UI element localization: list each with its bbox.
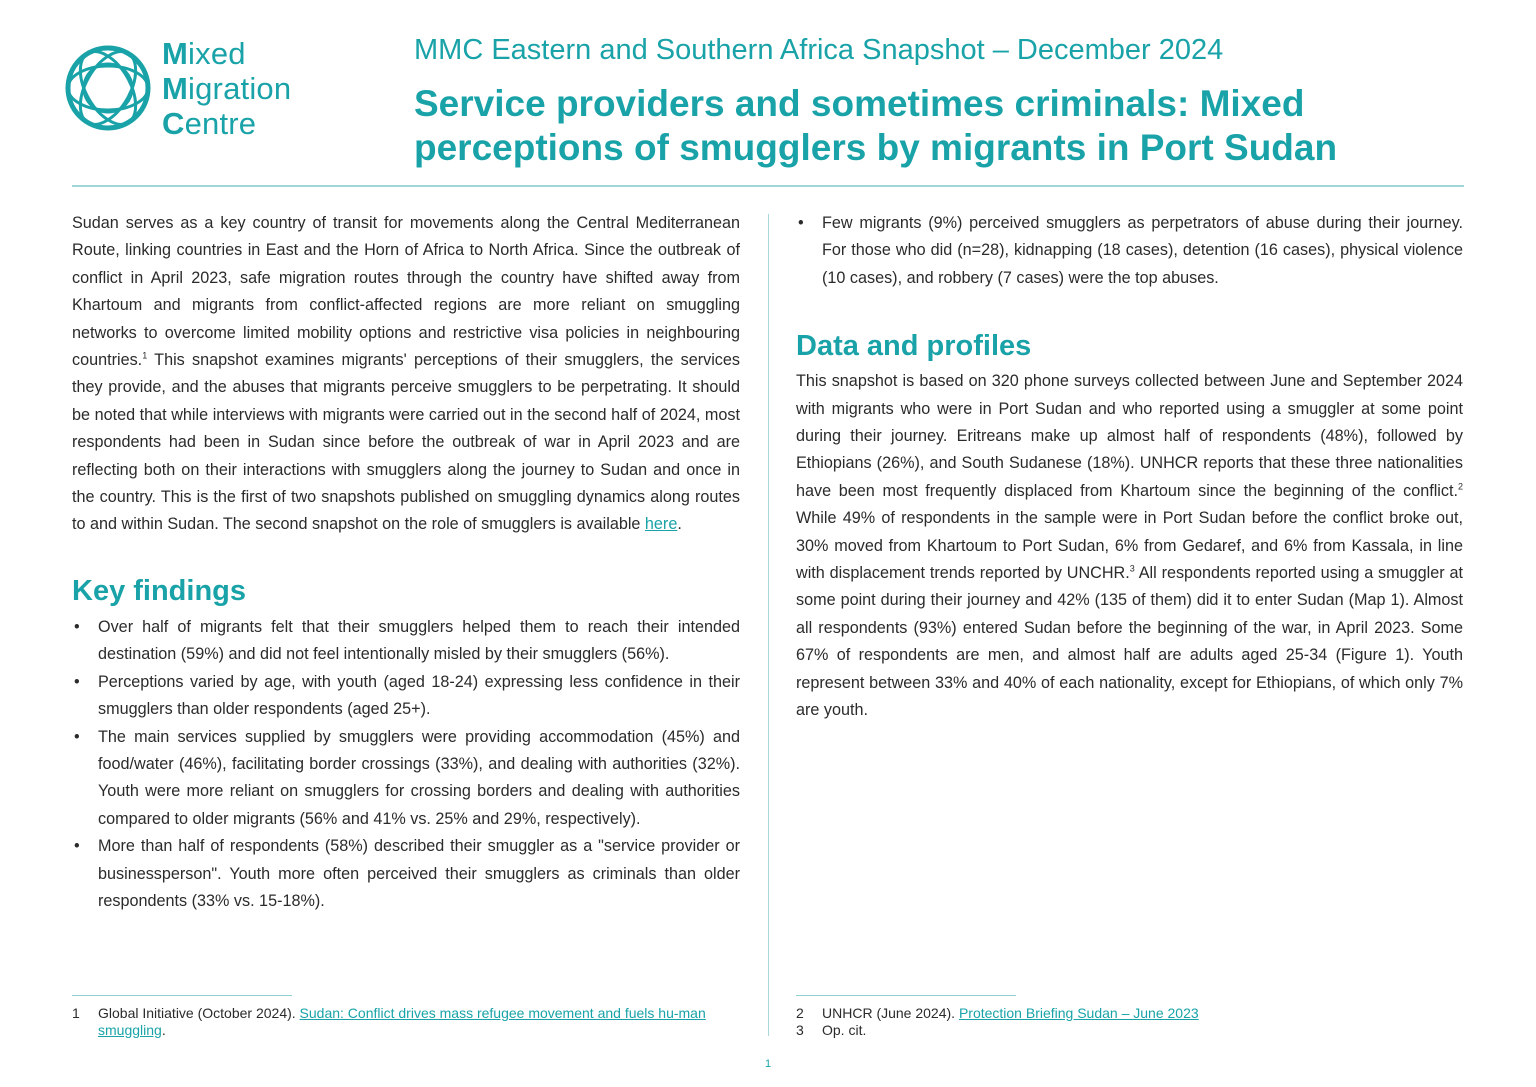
key-finding-item: • Over half of migrants felt that their smugglers helped them to reach their intended destination (59%) and did not feel intentionally misled by their smugglers (56%). xyxy=(72,614,740,669)
page-title: Service providers and sometimes criminals: Mixed perceptions of smugglers by migrants in Port Sudan xyxy=(414,83,1338,168)
footnote-rule-right xyxy=(796,995,1016,996)
footnote-2-link[interactable]: Protection Briefing Sudan – June 2023 xyxy=(958,1005,1199,1021)
footnote-ref-2[interactable]: 2 xyxy=(1457,481,1463,492)
footnote-2: 2 UNHCR (June 2024). Protection Briefing Sudan – June 2023 xyxy=(796,1005,1199,1021)
footnote-1: 1 Global Initiative (October 2024). Sudan: Conflict drives mass refugee movement and fuels hu-man smuggling. xyxy=(72,1005,706,1038)
footnote-ref-1[interactable]: 1 xyxy=(142,350,148,361)
key-findings-heading: Key findings xyxy=(72,574,247,607)
footnote-3: 3 Op. cit. xyxy=(796,1022,867,1038)
footnote-rule-left xyxy=(72,995,292,996)
data-profiles-paragraph: This snapshot is based on 320 phone surveys collected between June and September 2024 with migrants who were in Port Sudan and who reported using a smuggler at some point during their journey. Eritreans make up almost half of respondents (48%), followed by Ethiopians (26%), and South Sudanese (18%). UNHCR reports that these three nationalities have been most frequently displaced from Khartoum since the beginning of the conflict.$^2$ While 49% of respondents in the sample were in Port Sudan before the conflict broke out, 30% moved from Khartoum to Port Sudan, 6% from Gedaref, and 6% from Kassala, in line with displacement trends reported by UNCHR.$^3$ All respondents reported using a smuggler at some point during their journey and 42% (135 of them) did it to enter Sudan (Map 1). Almost all respondents (93%) entered Sudan before the beginning of the war, in April 2023. Some 67% of respondents are men, and almost half are adults aged 25-34 (Figure 1). Youth represent between 33% and 40% of each nationality, except for Ethiopians, of which only 7% are youth. xyxy=(796,372,1463,720)
left-column xyxy=(72,210,740,915)
mmc-globe-icon xyxy=(60,40,156,136)
header-divider xyxy=(72,185,1464,187)
key-finding-item: • More than half of respondents (58%) described their smuggler as a "service provider or businessperson". Youth more often perceived their smugglers as criminals than older respondents (33% vs. 15-18%). xyxy=(72,833,740,915)
page-number: 1 xyxy=(764,1058,772,1070)
snapshot-subtitle: MMC Eastern and Southern Africa Snapshot – December 2024 xyxy=(414,34,1224,66)
footnote-1-link[interactable]: Sudan: Conflict drives mass refugee movement and fuels hu-man smuggling xyxy=(98,1005,706,1038)
mmc-logo xyxy=(60,36,320,141)
intro-paragraph: Sudan serves as a key country of transit for movements along the Central Mediterranean Route, linking countries in East and the Horn of Africa to North Africa. Since the outbreak of conflict in April 2023, safe migration routes through the country have shifted away from Khartoum and migrants from conflict-affected regions are more reliant on smuggling networks to overcome limited mobility options and restrictive visa policies in neighbouring countries.$^1$ This snapshot examines migrants' perceptions of their smugglers, the services they provide, and the abuses that migrants perceive smugglers to be perpetrating. It should be noted that while interviews with migrants were carried out in the second half of 2024, most respondents had been in Sudan since before the outbreak of war in April 2023 and are reflecting both on their interactions with smugglers along the journey to Sudan and once in the country. This is the first of two snapshots published on smuggling dynamics along routes to and within Sudan. The second snapshot on the role of smugglers is available here. xyxy=(72,214,740,534)
footnote-ref-3[interactable]: 3 xyxy=(1129,563,1135,574)
right-column xyxy=(796,210,1463,725)
data-profiles-heading: Data and profiles xyxy=(796,330,1032,363)
here-link[interactable]: here xyxy=(644,515,678,534)
column-divider xyxy=(768,214,769,1036)
key-finding-item: • Perceptions varied by age, with youth (aged 18-24) expressing less confidence in their smugglers than older respondents (aged 25+). xyxy=(72,669,740,724)
logo-wordmark: Mixed Migration Centre xyxy=(162,36,292,141)
key-finding-item: • Few migrants (9%) perceived smugglers as perpetrators of abuse during their journey. For those who did (n=28), kidnapping (18 cases), detention (16 cases), physical violence (10 cases), and robbery (7 cases) were the top abuses. xyxy=(796,210,1463,292)
key-findings-list-continued xyxy=(796,210,1463,292)
key-findings-list xyxy=(72,614,740,915)
key-finding-item: • The main services supplied by smugglers were providing accommodation (45%) and food/water (46%), facilitating border crossings (33%), and dealing with authorities (32%). Youth were more reliant on smugglers for crossing borders and dealing with authorities compared to older migrants (56% and 41% vs. 25% and 29%, respectively). xyxy=(72,724,740,834)
